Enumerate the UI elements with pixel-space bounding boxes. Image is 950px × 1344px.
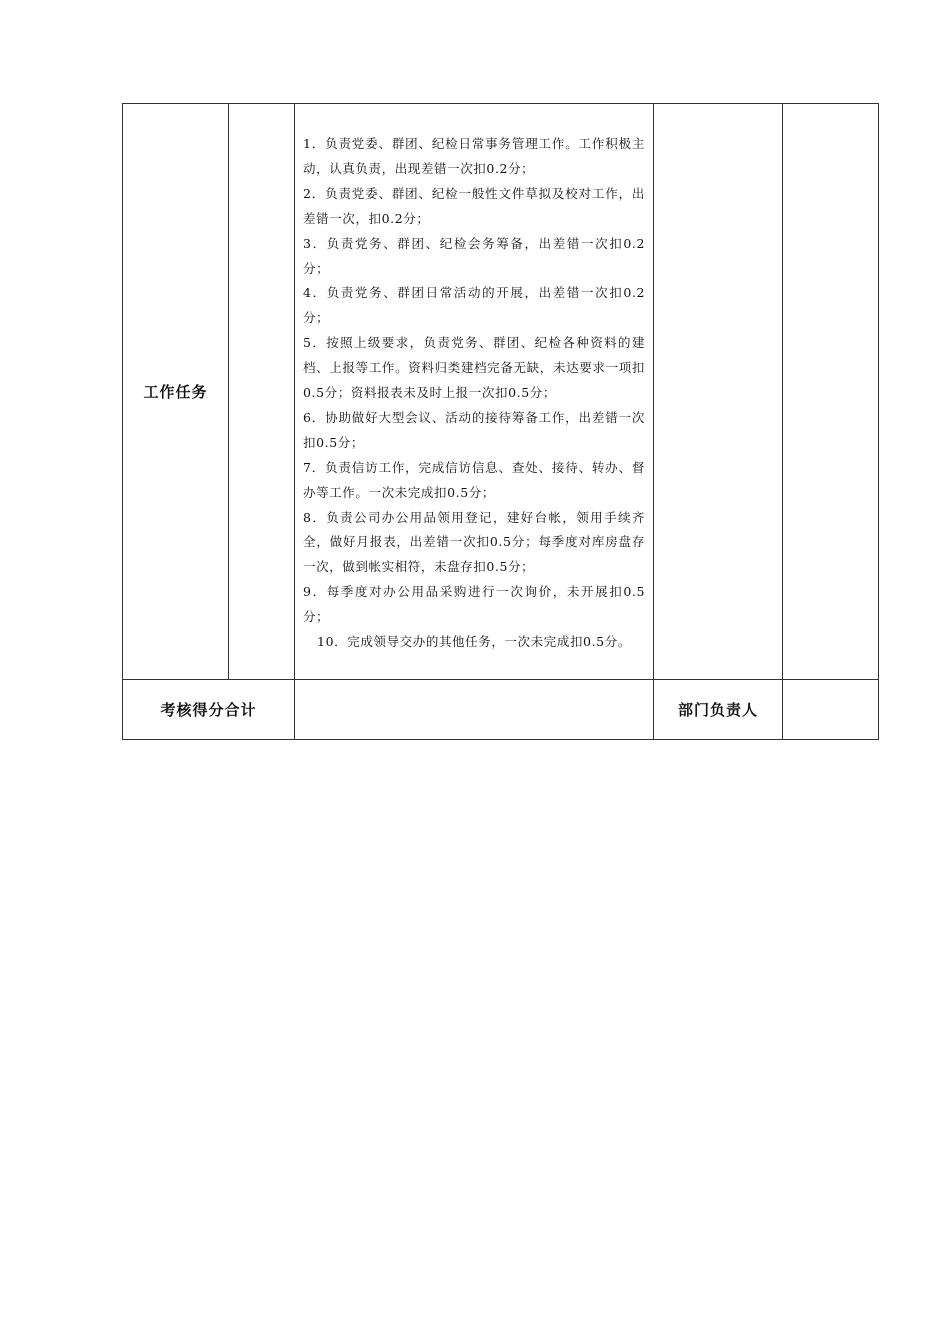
total-score-label: 考核得分合计 (123, 680, 295, 740)
work-tasks-row (123, 104, 879, 680)
department-head-label: 部门负责人 (654, 680, 783, 740)
task-item: 4．负责党务、群团日常活动的开展，出差错一次扣0.2分； (303, 285, 645, 326)
total-score-value-cell (295, 680, 654, 740)
work-tasks-label: 工作任务 (123, 104, 229, 680)
task-item: 9．每季度对办公用品采购进行一次询价，未开展扣0.5分； (303, 584, 645, 625)
empty-cell (783, 104, 879, 680)
task-item: 6．协助做好大型会议、活动的接待筹备工作，出差错一次扣0.5分； (303, 409, 645, 450)
task-item: 5．按照上级要求，负责党务、群团、纪检各种资料的建档、上报等工作。资料归类建档完备无缺，未达要求一项扣0.5分；资料报表未及时上报一次扣0.5分； (303, 335, 645, 401)
assessment-table (122, 103, 879, 740)
tasks-list-cell (295, 104, 654, 680)
task-item: 7．负责信访工作，完成信访信息、查处、接待、转办、督办等工作。一次未完成扣0.5分； (303, 459, 645, 500)
task-item: 8．负责公司办公用品领用登记，建好台帐，领用手续齐全，做好月报表，出差错一次扣0.5分；每季度对库房盘存一次，做到帐实相符，未盘存扣0.5分； (303, 509, 645, 575)
empty-cell (654, 104, 783, 680)
empty-cell (229, 104, 295, 680)
total-score-row (123, 680, 879, 740)
task-item: 2．负责党委、群团、纪检一般性文件草拟及校对工作，出差错一次，扣0.2分； (303, 185, 645, 226)
task-item: 10．完成领导交办的其他任务，一次未完成扣0.5分。 (317, 634, 631, 650)
task-item: 1．负责党委、群团、纪检日常事务管理工作。工作积极主动，认真负责，出现差错一次扣0.2分； (303, 135, 645, 176)
department-head-signature-cell (783, 680, 879, 740)
task-item: 3．负责党务、群团、纪检会务筹备，出差错一次扣0.2分； (303, 235, 645, 276)
